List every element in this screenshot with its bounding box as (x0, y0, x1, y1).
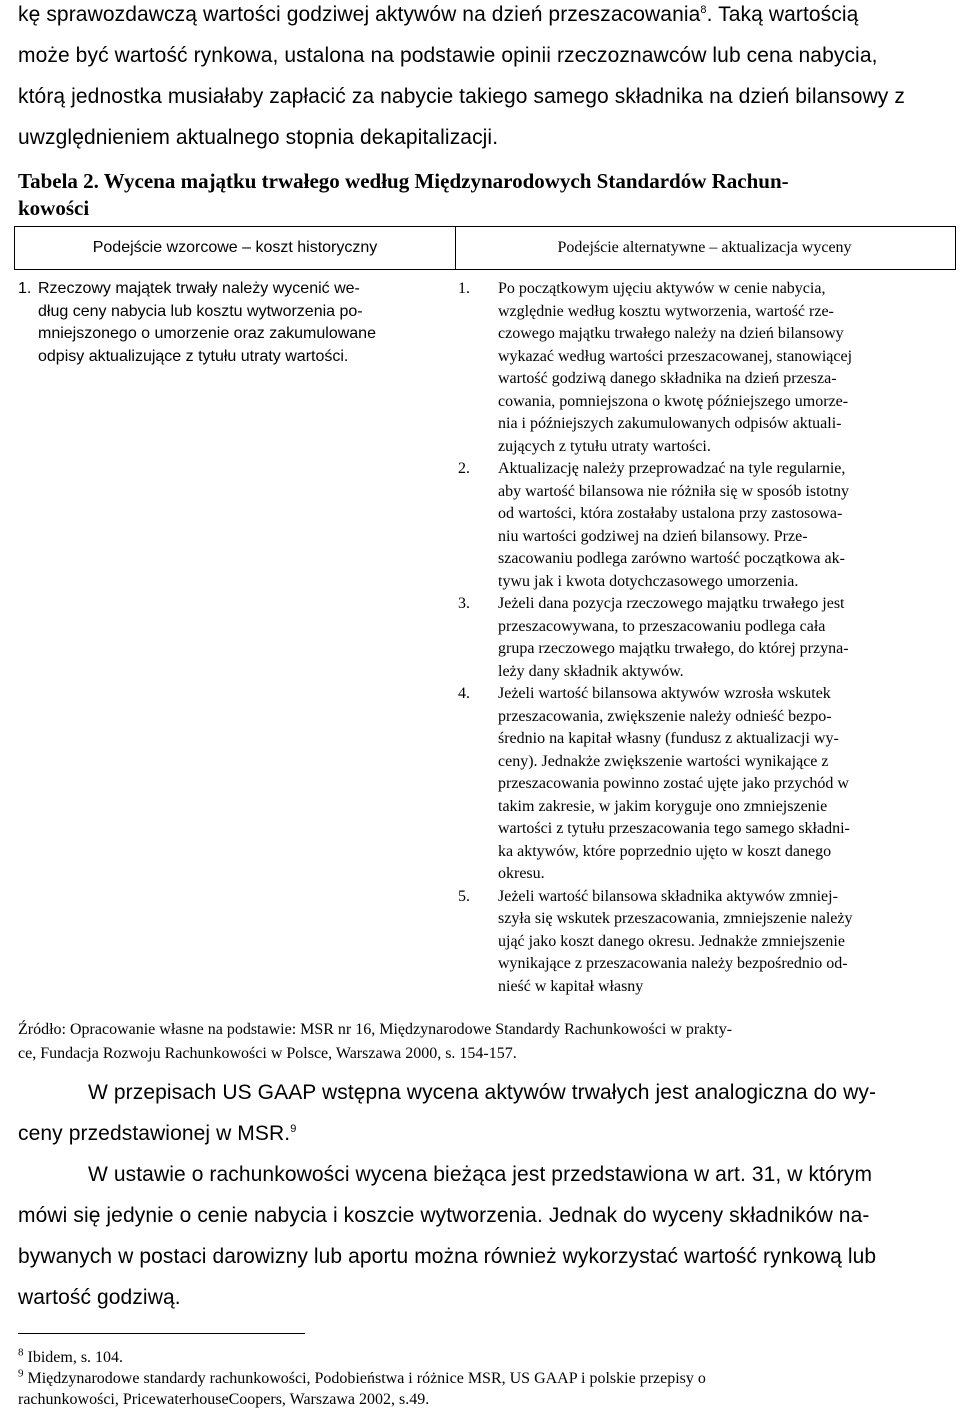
table-header-row (14, 226, 956, 270)
right-item-3-number: 3. (458, 595, 470, 612)
footnote-9-number: 9 (18, 1367, 24, 1380)
left-item-1-line: Rzeczowy majątek trwały należy wycenić we- (38, 280, 360, 297)
right-item-2-line: od wartości, która zostałaby ustalona przy zastosowa- (498, 505, 843, 522)
right-item-1-line: zujących z tytułu utraty wartości. (498, 437, 711, 455)
footnote-ref-8[interactable]: 8 (700, 4, 707, 16)
right-item-1-line: czowego majątku trwałego należy na dzień bilansowy (498, 325, 844, 342)
right-item-3 (458, 593, 953, 683)
left-item-1-line: dług ceny nabycia lub kosztu wytworzenia po- (38, 302, 363, 320)
intro-paragraph (18, 0, 938, 158)
intro-line-4: uwzględnieniem aktualnego stopnia dekapitalizacji. (18, 126, 499, 149)
header-historical-cost: Podejście wzorcowe – koszt historyczny (14, 227, 456, 269)
right-item-4-line: wartości z tytułu przeszacowania tego samego składni- (498, 820, 850, 837)
right-item-1-line: Po początkowym ujęciu aktywów w cenie nabycia, (498, 280, 826, 297)
right-item-1 (458, 278, 953, 458)
body-paragraph-2 (18, 1154, 938, 1318)
footnote-8-number: 8 (18, 1346, 24, 1359)
right-item-4-line: ceny). Jednakże zwiększenie wartości wynikające z (498, 752, 829, 770)
intro-line-1a: kę sprawozdawczą wartości godziwej aktywów na dzień przeszacowania (18, 3, 701, 26)
right-item-1-line: cowania, pomniejszona o kwotę późniejszego umorze- (498, 392, 849, 410)
right-item-3-line: przeszacowywana, to przeszacowaniu podlega cała (498, 617, 826, 635)
footnotes (18, 1347, 938, 1410)
source-line-1: Źródło: Opracowanie własne na podstawie: MSR nr 16, Międzynarodowe Standardy Rachunkowości w prakty- (18, 1021, 733, 1038)
footnote-8 (18, 1347, 938, 1368)
table-caption-line-2: kowości (18, 196, 90, 220)
right-item-4-line: takim zakresie, w jakim koryguje ono zmniejszenie (498, 797, 828, 815)
right-item-5-line: nieść w kapitał własny (498, 977, 644, 995)
right-item-5-line: ująć jako koszt danego okresu. Jednakże zmniejszenie (498, 932, 845, 950)
left-item-1-number: 1. (18, 280, 32, 297)
source-line-2: ce, Fundacja Rozwoju Rachunkowości w Polsce, Warszawa 2000, s. 154-157. (18, 1045, 517, 1062)
left-item-1-line: mniejszonego o umorzenie oraz zakumulowane (38, 325, 376, 342)
right-item-2-line: szacowaniu podlega zarówno wartość początkowa ak- (498, 550, 845, 567)
left-item-1 (18, 278, 448, 368)
right-item-2-line: Aktualizację należy przeprowadzać na tyle regularnie, (498, 460, 846, 477)
right-item-2-number: 2. (458, 460, 470, 477)
footnote-separator (18, 1333, 305, 1334)
right-item-2-line: niu wartości godziwej na dzień bilansowy. Prze- (498, 527, 808, 545)
right-item-5-line: wynikające z przeszacowania należy bezpośrednio od- (498, 955, 848, 972)
footnote-9 (18, 1368, 938, 1389)
right-item-5-number: 5. (458, 887, 470, 905)
right-item-4-line: ka aktywów, które poprzednio ujęto w koszt danego (498, 842, 832, 860)
left-column (18, 278, 448, 368)
body-p2-line-3: bywanych w postaci darowizny lub aportu można również wykorzystać wartość rynkową lub (18, 1245, 877, 1268)
right-item-5 (458, 886, 953, 999)
table-caption (18, 168, 938, 222)
right-item-3-line: Jeżeli dana pozycja rzeczowego majątku trwałego jest (498, 595, 845, 612)
right-item-3-line: grupa rzeczowego majątku trwałego, do której przyna- (498, 640, 849, 657)
right-item-1-line: nia i późniejszych zakumulowanych odpisów aktuali- (498, 415, 842, 432)
table-caption-line-1: Tabela 2. Wycena majątku trwałego według Międzynarodowych Standardów Rachun- (18, 169, 789, 193)
right-item-4-line: Jeżeli wartość bilansowa aktywów wzrosła wskutek (498, 685, 831, 702)
table-source-note (18, 1018, 938, 1066)
intro-line-3: którą jednostka musiałaby zapłacić za nabycie takiego samego składnika na dzień bilansowy z (18, 85, 905, 108)
right-item-4-line: przeszacowania, zwiększenie należy odnieść bezpo- (498, 707, 832, 725)
right-item-1-number: 1. (458, 280, 470, 297)
right-item-2 (458, 458, 953, 593)
right-item-5-line: szyła się wskutek przeszacowania, zmniejszenie należy (498, 910, 853, 927)
right-column (458, 278, 953, 998)
right-item-1-line: wykazać według wartości przeszacowanej, stanowiącej (498, 347, 853, 365)
footnote-8-text: Ibidem, s. 104. (23, 1349, 124, 1366)
body-p2-line-1: W ustawie o rachunkowości wycena bieżąca jest przedstawiona w art. 31, w którym (88, 1163, 873, 1186)
right-item-4-line: przeszacowania powinno zostać ujęte jako przychód w (498, 775, 849, 792)
footnote-ref-9[interactable]: 9 (290, 1123, 297, 1135)
body-p2-line-2: mówi się jedynie o cenie nabycia i koszcie wytworzenia. Jednak do wyceny składników na- (18, 1204, 870, 1227)
right-item-4-number: 4. (458, 685, 470, 702)
intro-line-2: może być wartość rynkowa, ustalona na podstawie opinii rzeczoznawców lub cena nabycia, (18, 44, 878, 67)
right-item-2-line: tywu jak i kwota dotychczasowego umorzenia. (498, 572, 799, 590)
body-paragraph-1 (18, 1072, 938, 1154)
left-item-1-line: odpisy aktualizujące z tytułu utraty wartości. (38, 347, 349, 365)
body-p1-line-2: ceny przedstawionej w MSR. (18, 1122, 291, 1145)
valuation-table (14, 226, 956, 1018)
right-item-5-line: Jeżeli wartość bilansowa składnika aktywów zmniej- (498, 887, 838, 905)
right-item-4 (458, 683, 953, 886)
right-item-3-line: leży dany składnik aktywów. (498, 662, 684, 680)
right-item-1-line: wartość godziwą danego składnika na dzień przesza- (498, 370, 837, 387)
footnote-9-continuation: rachunkowości, PricewaterhouseCoopers, Warszawa 2002, s.49. (18, 1391, 430, 1408)
right-item-2-line: aby wartość bilansowa nie różniła się w sposób istotny (498, 482, 850, 500)
header-revaluation: Podejście alternatywne – aktualizacja wyceny (454, 227, 956, 269)
right-item-4-line: średnio na kapitał własny (fundusz z aktualizacji wy- (498, 730, 839, 747)
right-item-4-line: okresu. (498, 865, 545, 882)
footnote-9-text: Międzynarodowe standardy rachunkowości, Podobieństwa i różnice MSR, US GAAP i polskie przepisy o (23, 1370, 706, 1387)
body-p1-line-1: W przepisach US GAAP wstępna wycena aktywów trwałych jest analogiczna do wy- (88, 1081, 877, 1104)
right-item-1-line: względnie według kosztu wytworzenia, wartość rze- (498, 302, 834, 320)
intro-line-1b: . Taką wartością (706, 3, 859, 26)
body-p2-line-4: wartość godziwą. (18, 1286, 181, 1309)
